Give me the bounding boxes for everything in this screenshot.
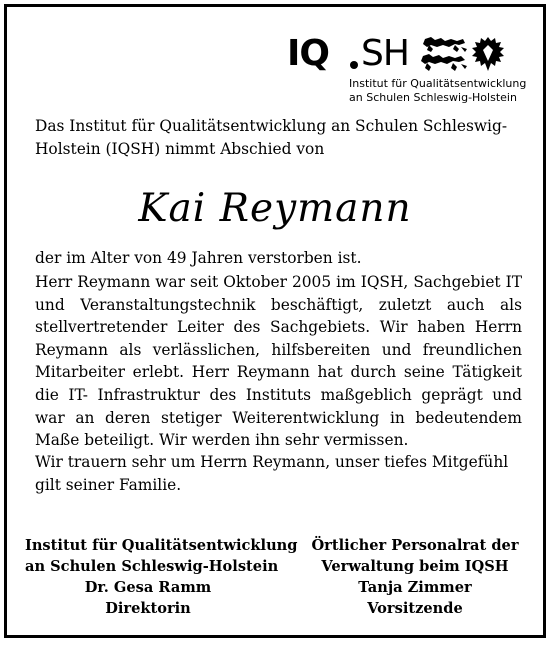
logo-subtitle-line1: Institut für Qualitätsentwicklung	[349, 77, 527, 90]
logo-dot	[350, 61, 358, 69]
body-paragraph: Herr Reymann war seit Oktober 2005 im IQSH, Sachgebiet IT und Veranstaltungstechnik beschäftigt, zuletzt auch als stellvertretender Leiter des Sachgebiets. Wir haben Herrn Reymann als verlässlichen, hilfsbereiten und freundlichen Mitarbeiter erlebt. Herr Reymann hat durch seine Tätigkeit die IT- Infrastruktur des Instituts maßgeblich geprägt und war an deren stetiger Weiterentwicklung in bedeutendem Maße beteiligt. Wir werden ihn sehr vermissen.	[35, 273, 522, 450]
signature-right-name: Tanja Zimmer	[358, 579, 472, 596]
signature-staff-council	[299, 535, 531, 619]
nettle-leaf-icon	[469, 35, 507, 73]
logo-subtitle	[349, 77, 526, 105]
obituary-notice	[4, 4, 546, 638]
signature-right-line2: Verwaltung beim IQSH	[321, 558, 509, 575]
deceased-name: Kai Reymann	[138, 186, 412, 231]
lions-icon	[419, 35, 469, 73]
logo-wordmark	[287, 33, 523, 75]
intro-text: Das Institut für Qualitätsentwicklung an Schulen Schleswig-Holstein (IQSH) nimmt Abschied von	[35, 117, 508, 158]
signature-right-line1: Örtlicher Personalrat der	[311, 537, 519, 554]
iqsh-logo	[287, 33, 527, 115]
signature-left-line1: Institut für Qualitätsentwicklung	[25, 537, 298, 554]
signature-right-role: Vorsitzende	[367, 600, 463, 617]
signature-institute	[25, 535, 298, 619]
closing-paragraph: Wir trauern sehr um Herrn Reymann, unser tiefes Mitgefühl gilt seiner Familie.	[35, 453, 509, 494]
logo-subtitle-line2: an Schulen Schleswig-Holstein	[349, 91, 517, 104]
signature-left-name: Dr. Gesa Ramm	[84, 579, 212, 596]
age-line: der im Alter von 49 Jahren verstorben ist.	[35, 249, 362, 267]
signature-left-role: Direktorin	[105, 600, 191, 617]
signature-left-line2: an Schulen Schleswig-Holstein	[25, 558, 279, 575]
logo-iq-text: IQ	[287, 33, 329, 74]
logo-sh-text: SH	[361, 33, 409, 74]
